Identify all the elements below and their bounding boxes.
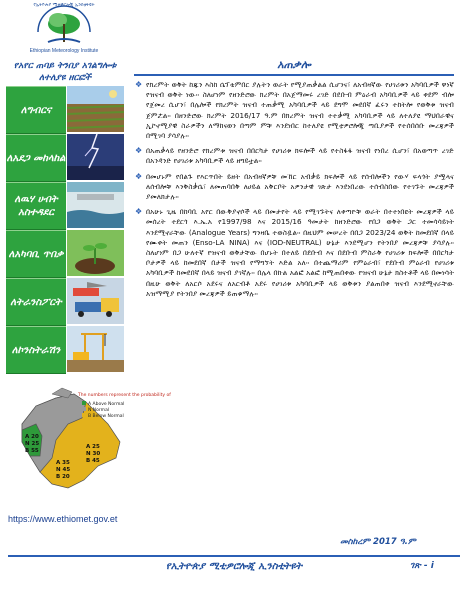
zone1-normal: N 25 <box>25 441 40 447</box>
bullet-icon: ❖ <box>135 80 143 89</box>
zone3-below: B 45 <box>86 458 100 464</box>
website-link[interactable]: https://www.ethiomet.gov.et <box>8 514 118 524</box>
sector-label: ለአደጋ መከላከል <box>6 134 66 182</box>
legend-below-normal: B Below Normal <box>88 414 124 419</box>
publication-date: መስከረም 2017 ዓ.ም <box>340 537 416 547</box>
heading-rule <box>134 74 454 76</box>
sidebar <box>0 0 171 600</box>
logo-amharic-name: የኢትዮጵያ ሚቲዎሮሎጂ ኢንስቲትዩት <box>33 3 95 8</box>
sector-label: ለግብርና <box>6 86 66 134</box>
map-legend <box>77 392 171 419</box>
institute-logo <box>8 2 120 58</box>
section-heading: አጠቃሎ <box>277 58 311 71</box>
ethiopia-forecast-map <box>12 384 171 502</box>
legend-normal: N Normal <box>88 408 110 413</box>
bullet-icon: ❖ <box>135 171 143 181</box>
paragraph-text: በመሆኑም የበልጉ የእርጥበት ይዘት በአብዛኛዎቹ መኸር አብቃይ ክፍሎች ላይ የሰብሎችን የውሃ ፍላጎት ያሟላና ለሰብሎቹ እንቅስቃሴ፣ ለመጠባበቅ ለሀይል አቅርቦት አዎንታዊ ገጽታ እንደነበረው ተሰብስበው የተገኙት መረጃዎች ያመለክታሉ፡፡ <box>146 171 454 202</box>
paragraph-text: በአሁኑ ጊዜ በከባቢ አየር በውቅያኖሶች ላይ በመታየት ላይ የሚገኙትና ለቀጣዮቹ ወራት በተተነበዩት መረጃዎች ላይ መሰረት ተደርጎ እ.ኤ.አ የ1997/98 እና 2015/16 ዓመታት ከዘንድሮው የበጋ ወቅት ጋር ተመሳሳይነት እንደሚኖራቸው (Analogue Years) ግንዛቤ ተወስዷል፡፡ በዚህም መሠረት በበጋ 2023/24 ወቅት ከመደበኛ በላይ የሙቀት መጠን (Enso-LA NINA) እና (IOD-NEUTRAL) ሁኔታ እንደሚሆን የትንበያ መረጃዎቹ ያሳያሉ፡፡ ስለሆነም በጋ ሁለተኛ የዝናብ ወቅታቸው በሆኑት በተለይ በደቡብ እና በደቡብ ምስራቅ የሀገሪቱ ክፍሎች በበርካታ ቦታዎች ላይ ከመደበኛ በታች ዝናብ የማግኘት እድል አለ፡፡ በተጨማሪም የምዕራብ፣ የደቡብ ምዕራብ የሀገሪቱ አካባቢዎች ከመደበኛ በላይ ዝናብ ያገኛሉ፡፡ በሌላ በኩል አልፎ አልፎ ከሚጠበቀው የዝናብ ሁኔታ ክስተቶች ላይ በመነሳት በዚሁ ወቅት ለአርሶ አደሩና ለአርብቶ አደሩ የሀገሪቱ አካባቢዎች ላይ ወቅቱን ያልጠበቀ ዝናብ እንደሚኖራቸው አዝማሚያ የትንበያ መረጃዎች ይጠቁማሉ፡፡ <box>146 207 454 298</box>
bullet-icon: ❖ <box>135 207 143 217</box>
paragraph <box>134 207 454 299</box>
sector-transport <box>6 278 124 324</box>
paragraph-text: የክረምት ወቅት ከጁን እስከ ሴፕቴምበር ያሉትን ወራት የሚያጠቃልል ሲሆንና፣ ለአብዛኛው የሀገሪቱን አካባቢዎች ዋነኛ የዝናብ ወቅት ነው፡፡ ስለሆነም የዘንድሮው ክረምት በአጀማመሩ ረገድ በደቡብ ምዕራብ አካባቢዎች ላይ ቀደም ብሎ የጀመረ ሲሆን፣ በሌሎች የክረምት ዝናብ ተጠቃሚ አካባቢዎች ላይ ደግሞ መደበኛ ፈሩን ተከትሎ የወቅቱ ዝናብ ጀምሯል፡፡ በዘንድሮው ክረምት 2016/17 ዓ.ም በክረምት ዝናብ ተተቃሚ አካባቢዎች ላይ ለተለያዩ ማህበራዊና ኢኮኖሚያዊ ስራዎችን ለማከናወን በጣም ምቹ እንደነበር ከተለያዩ የሚቲዎሮሎጂ ጣቢያዎች የተሰበሰቡ መረጃዎች በሚገባ ያሳያሉ፡፡ <box>146 80 454 141</box>
transport-image <box>67 278 124 324</box>
paragraph-text: በአጠቃላይ የዘንድሮ የክረምቱ ዝናብ በበርካታ የሀገሪቱ ክፍሎች ላይ የተስፋፋ ዝናብ የነበረ ሲሆን፣ በአወጣጥ ረገድ በአንዳንድ የሀገሪቱ አካባቢዎች ላይ ዘግይቷል፡፡ <box>146 146 454 166</box>
zone3-above: A 25 <box>86 444 100 450</box>
sector-label: ለኮንስትራሽን <box>6 326 66 374</box>
zone2-normal: N 45 <box>56 467 71 473</box>
zone2-above: A 35 <box>56 460 70 466</box>
agriculture-image <box>67 86 124 132</box>
sidebar-title: የአየር ጠባይ ትንበያ አገልግሎቱ ለተለያዩ ዘርፎች <box>13 61 117 83</box>
zone1-above: A 20 <box>25 434 39 440</box>
plant-in-hands-image <box>67 230 124 276</box>
sector-environment <box>6 230 124 276</box>
map-legend-title: The numbers represent the probability of <box>78 393 171 398</box>
sector-construction <box>6 326 124 372</box>
paragraph <box>134 80 454 141</box>
legend-above-normal: A Above Normal <box>88 402 125 407</box>
paragraph <box>134 146 454 166</box>
logo-english-name: Ethiopian Meteorology Institute <box>29 48 99 54</box>
sector-disaster-prevention <box>6 134 124 180</box>
footer-title: የኢትዮጵያ ሚቲዎሮሎጂ ኢንስቲትዩት <box>165 561 303 572</box>
zone2-below: B 20 <box>56 474 70 480</box>
paragraph <box>134 172 454 203</box>
lightning-image <box>67 134 124 180</box>
zone1-below: B 55 <box>25 448 39 454</box>
zone3-normal: N 30 <box>86 451 101 457</box>
sector-label: ለአካባቢ ጥበቃ <box>6 230 66 278</box>
bullet-icon: ❖ <box>135 146 143 156</box>
main-content <box>134 58 454 304</box>
sector-water-resources <box>6 182 124 228</box>
footer-rule <box>8 555 460 557</box>
sector-label: ለትራንስፖርት <box>6 278 66 326</box>
sector-label: ለዉሃ ሀብት አስተዳደር <box>6 182 66 230</box>
construction-image <box>67 326 124 372</box>
page-number: ገጽ - i <box>410 561 434 571</box>
sector-agriculture <box>6 86 124 132</box>
water-dam-image <box>67 182 124 228</box>
